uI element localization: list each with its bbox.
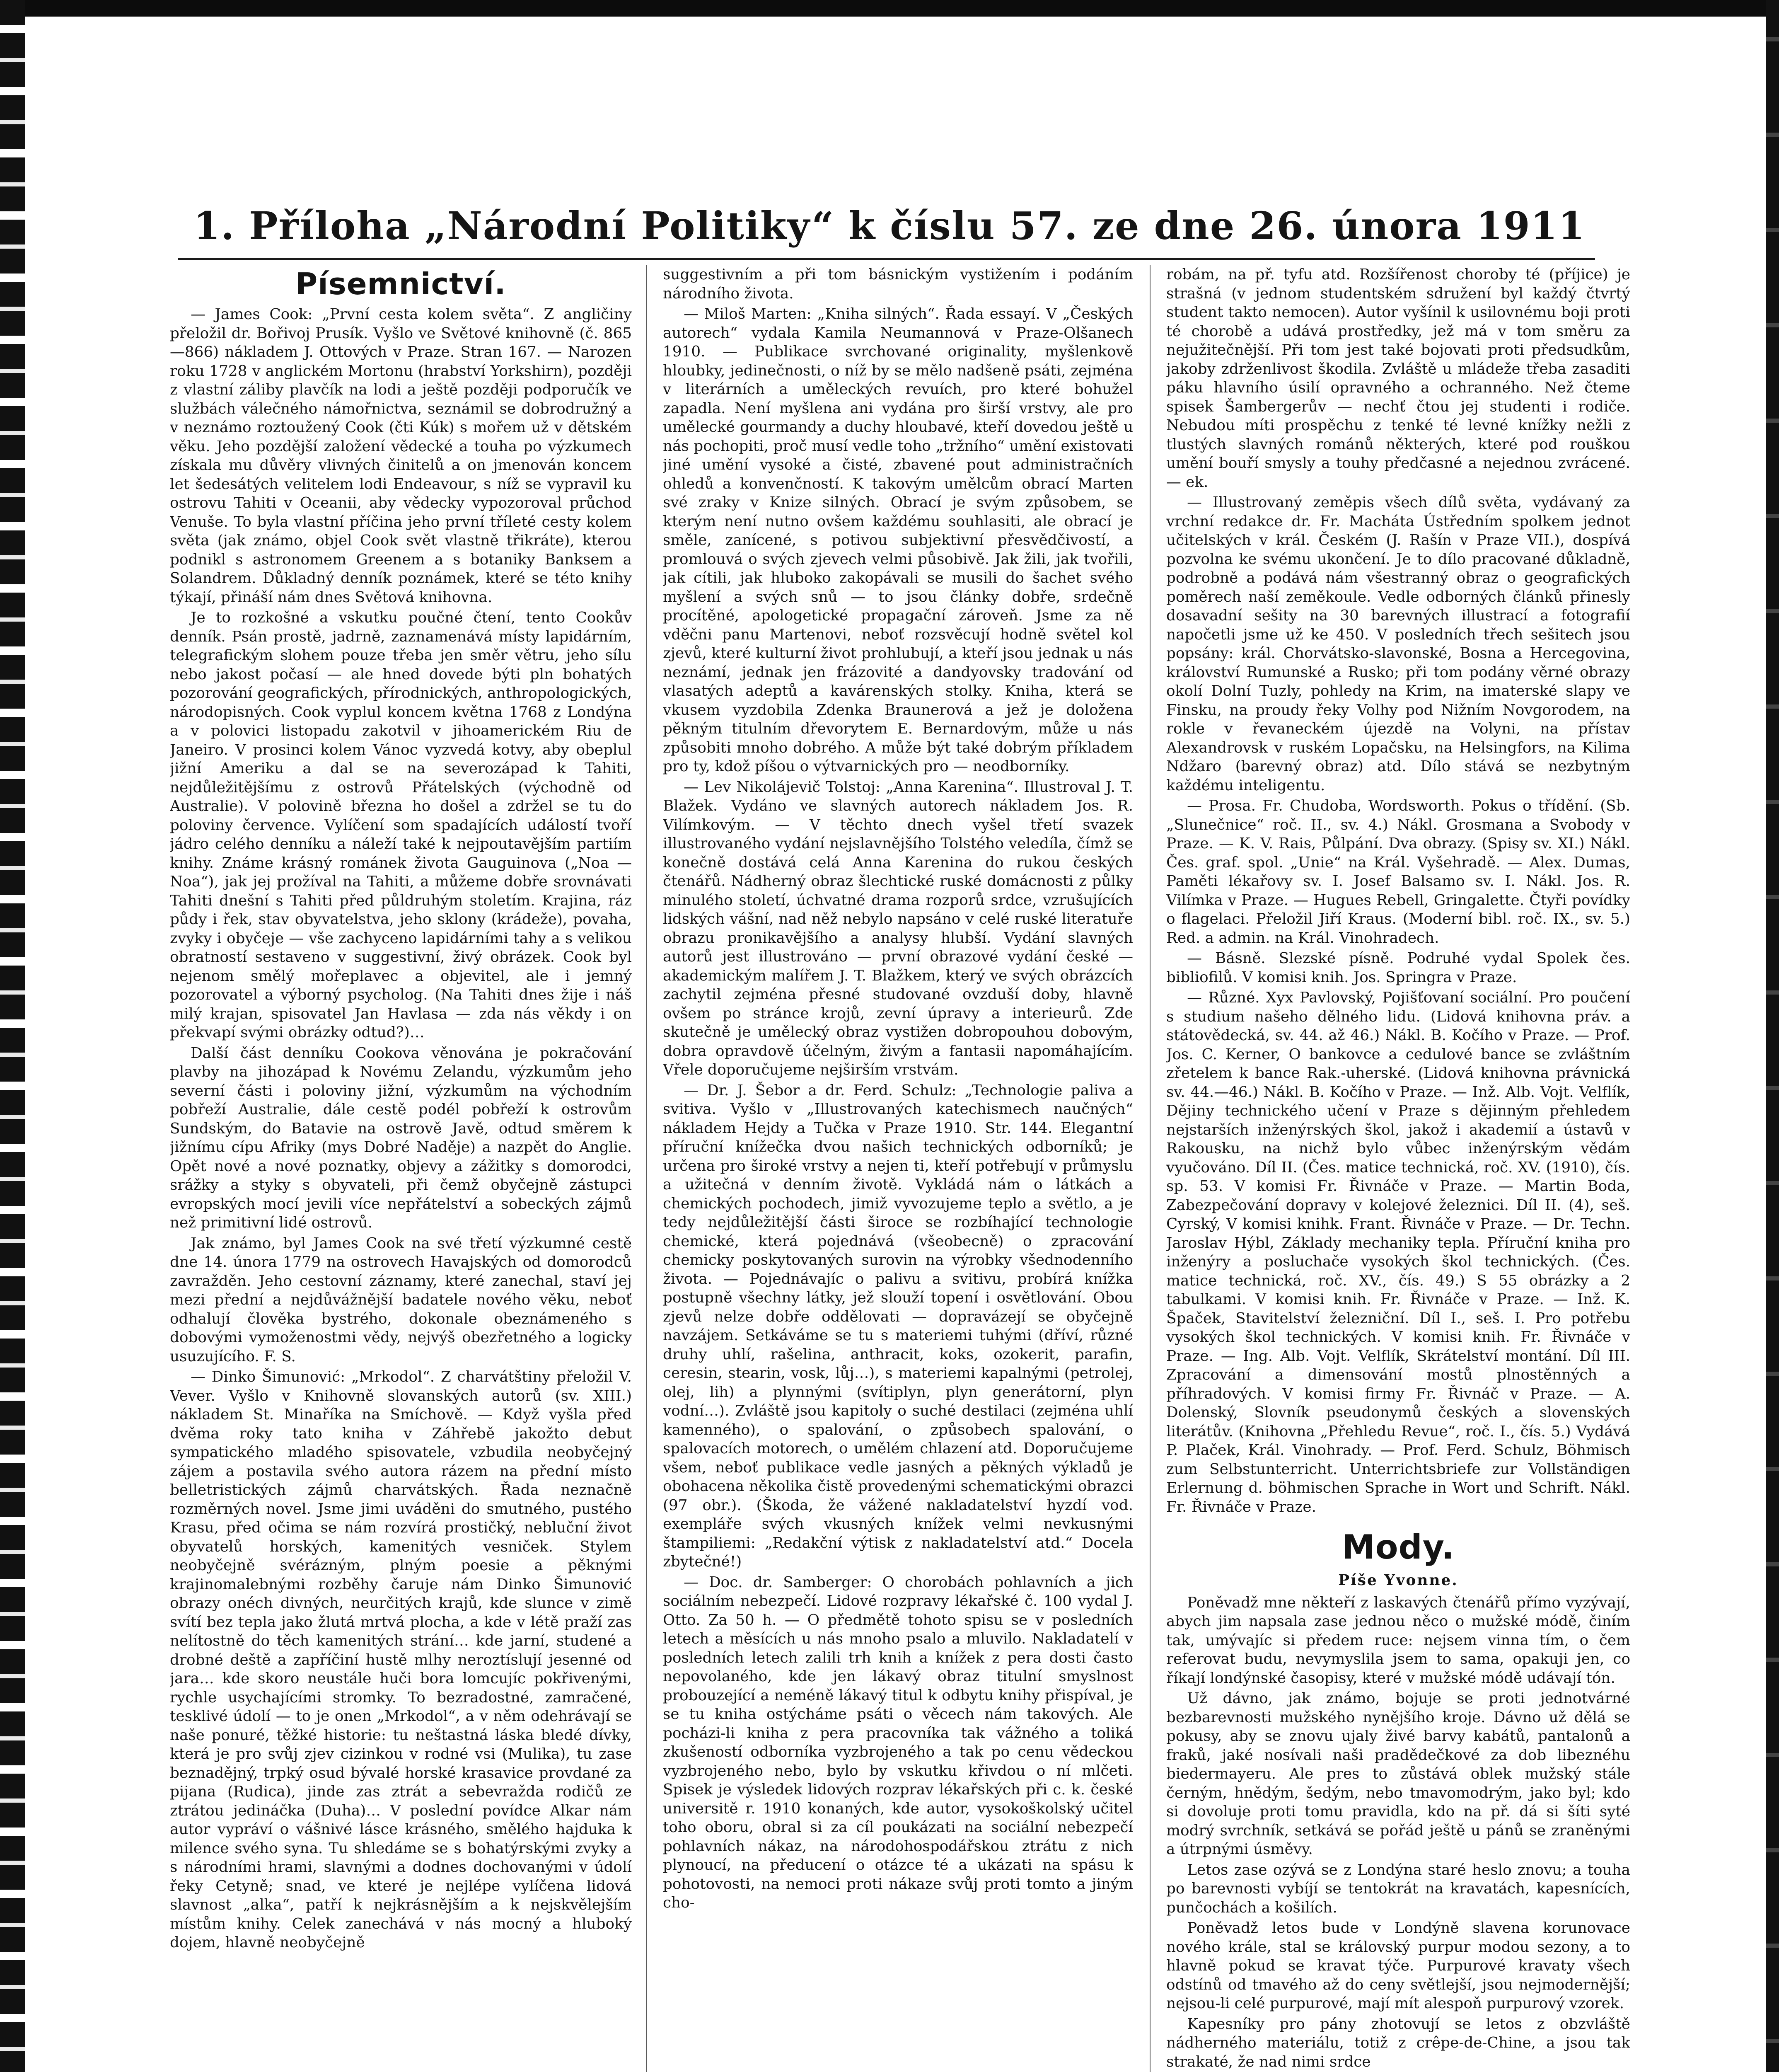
masthead-rule xyxy=(178,258,1595,260)
column-1 xyxy=(170,265,632,2072)
mody-paragraph: Poněvadž mne někteří z laskavých čtenářů přímo vyzývají, abych jim napsala zase jednou něco o mužské módě, činím tak, umývajíc si předem ruce: nejsem vinna tím, o čem referovat budu, nevymyslila jsem to sama, opakuji jen, co říkají londýnské časopisy, které v mužské módě udávají tón. xyxy=(1166,1594,1630,1687)
section-heading-pisemnictvi: Písemnictví. xyxy=(295,266,506,301)
mody-paragraph: Už dávno, jak známo, bojuje se proti jednotvárné bezbarevnosti mužského nynějšího kroje. Dávno už dělá se pokusy, aby se znovu ujaly živé barvy kabátů, pantalonů a fraků, jaké nosívali naši pradědečkové za dob libeznéhu biedermayeru. Ale pres to zůstává oblek mužský stále černým, hnědým, šedým, nebo tmavomodrým, jako byl; kdo si dovoluje proti tomu pravidla, kdo na př. dá si šíti syté modrý svrchník, setkává se pořád ještě u pánů se zraněnými a útrpnými úsměvy. xyxy=(1166,1690,1630,1858)
review-simunovic: — Dinko Šimunović: „Mrkodol“. Z charvátštiny přeložil V. Vever. Vyšlo v Knihovně slovanských autorů (sv. XIII.) nákladem St. Minaříka na Smíchově. — Když vyšla před dvěma roky tato kniha v Záhřebě jakožto debut sympatického mladého spisovatele, vzbudila neobyčejný zájem a postavila svého autora rázem na přední místo belletristických zájmů charvátských. Řada neznačně rozměrných novel. Jsme jimi uváděni do smutného, pustého Krasu, před očima se nám rozvírá prostičký, nebluční život obyvatelů horských, kamenitých vesniček. Stylem neobyčejně svérázným, plným poesie a pěknými krajinomalebnými rozběhy čaruje nám Dinko Šimunović obrazy onéch divných, neurčitých krajů, kde slunce v zimě svítí bez tepla jako žlutá mrtvá plocha, a kde v létě praží zas nelítostně do těch kamenitých strání… kde jarní, studené a drobné deště a zapříčiní hustě mlhy neroztíslují jesenné od jara… kde skoro neustále huči bora lomcujíc pokřivenými, rychle usychajícími stromky. To bezradostné, zamračené, tesklivé údolí — to je onen „Mrkodol“, a v něm odehrávají se naše ponuré, těžké historie: tu neštastná láska bledé dívky, která je pro svůj zjev cizinkou v rodné vsi (Mulika), tu zase beznadějný, trpký osud bývalé horské krasavice provdané za pijana (Rudica), jinde zas ztrát a sebevražda rodičů ze ztrátou jedináčka (Duha)… V poslední povídce Alkar nám autor vypráví o vášnivé lásce krásného, smělého hajduka k milence svého syna. Tu shledáme se s bohatýrskými zvyky a s národními hrami, slavnými a dodnes dochovanými v údolí řeky Cetyně; snad, ve které je nejlépe vylíčena lidová slavnost „alka“, patří k nejkrásnějším a k nejskvělejším místům knihy. Celek zanechává v nás mocný a hluboký dojem, hlavně neobyčejně xyxy=(170,1368,632,1951)
review-cook: — James Cook: „První cesta kolem světa“. Z angličiny přeložil dr. Bořivoj Prusík. Vyšlo ve Světové knihovně (č. 865—866) nákladem J. Ottových v Praze. Stran 167. — Narozen roku 1728 v anglickém Mortonu (hrabství Yorkshirn), později z vlastní záliby plavčík na lodi a ještě později podporučík ve službách válečného námořnictva, seznámil se dobrodružný a v neznámo roztoužený Cook (čti Kúk) s mořem už v dětském věku. Jeho pozdější založení vědecké a touha po výzkumech získala mu důvěry vlivných činitelů a on jmenován koncem let šedesátých velitelem lodi Endeavour, s níž se vypravil ku ostrovu Tahiti v Oceanii, aby vědecky vypozoroval průchod Venuše. To byla vlastní příčina jeho první tříleté cesty kolem světa (jak známo, objel Cook svět vlastně třikráte), kterou podnikl s astronomem Greenem a s botaniky Banksem a Solandrem. Důkladný denník poznámek, které se této knihy týkají, přináší nám dnes Světová knihovna. xyxy=(170,306,632,606)
column-3 xyxy=(1166,265,1630,2072)
mody-paragraph: Poněvadž letos bude v Londýně slavena korunovace nového krále, stal se královský purpur modou sezony, a to hlavně pokud se kravat týče. Purpurové kravaty všech odstínů od tmavého až do ceny světlejší, jsou nejmodernější; nejsou-li celé purpurové, mají mít alespoň purpurový vzorek. xyxy=(1166,1920,1630,2012)
review-marten: — Miloš Marten: „Kniha silných“. Řada essayí. V „Českých autorech“ vydala Kamila Neumannová v Praze-Olšanech 1910. — Publikace svrchované originality, myšlenkově hloubky, jedinečnosti, o níž by se mělo nadšeně psáti, zejména v literárních a uměleckých revuích, pro které bohužel zapadla. Není myšlena ani vydána pro širší vrstvy, ale pro umělecké gourmandy a duchy hloubavé, kteří dovedou ještě u nás pochopiti, proč musí vedle toho „tržního“ umění existovati jiné umění vysoké a čisté, zbavené pout administračních ohledů a konvenčností. K takovým umělcům obrací Marten své zraky v Knize silných. Obrací je svým způsobem, se kterým není nutno ovšem každému souhlasiti, ale obrací je směle, zanícené, s potivou subjektivní přesvědčivostí, a promlouvá o svých zjevech velmi působivě. Jak žili, jak tvořili, jak cítili, jak hluboko zakopávali se musili do šachet svého myšlení a svých snů — to jsou články dobře, srdečně procítěné, apologetické propagační zároveň. Jsme za ně vděčni panu Martenovi, neboť rozsvěcují hodně světel kol zjevů, které kulturní život prohlubují, a kteří jsou jednak u nás neznámí, jednak jen frázovité a dandyovsky tradování od vlasatých adeptů a kavárenských stolky. Kniha, která se vkusem vyzdobila Zdenka Braunerová a jež je doložena pěkným titulním dřevorytem E. Bernardovým, může u nás způsobiti mnoho dobrého. A může být také dobrým příkladem pro ty, kdož píšou o výtvarnických pro — neodborníky. xyxy=(663,305,1133,775)
review-cook-2: Je to rozkošné a vskutku poučné čtení, tento Cookův denník. Psán prostě, jadrně, zaznamenává místy lapidárním, telegrafickým slohem pouze třeba jen směr větru, jeho sílu nebo jakost počasí — ale hned dovede býti pln bohatých pozorování geografických, přírodnických, anthropologických, národopisných. Cook vyplul koncem května 1768 z Londýna a v polovici listopadu zakotvil v jihoamerickém Riu de Janeiro. V prosinci kolem Vánoc vyzvedá kotvy, aby obeplul jižní Ameriku a dal se na severozápad k Tahiti, nejdůležitějšímu z ostrovů Přátelských (východně od Australie). V polovině března ho došel a zdržel se tu do poloviny července. Vylíčení som spadajících událostí tvoří jádro celého denníku a náleží také k nejpoutavějším partiím knihy. Známe krásný románek života Gauguinova („Noa — Noa“), jak jej prožíval na Tahiti, a můžeme dobře srovnávati Tahiti dnešní s Tahiti před půldruhým stoletím. Krajina, ráz půdy i řek, stav obyvatelstva, jeho sklony (krádeže), povaha, zvyky i obyčeje — vše zachyceno lapidárními tahy a s velikou obratností sestaveno v suggestivní, živý obrázek. Cook byl nejenom smělý mořeplavec a objevitel, ale i jemný pozorovatel a výborný psycholog. (Na Tahiti dnes žije i náš milý krajan, spisovatel Jan Havlasa — zda nás věkdy i on překvapí svými obrázky odtud?)… xyxy=(170,609,632,1041)
scan-edge-left xyxy=(0,0,25,2072)
column-divider-2 xyxy=(1150,265,1151,2072)
review-cook-3: Další část denníku Cookova věnována je pokračování plavby na jihozápad k Novému Zelandu, výzkumům jeho severní části i poloviny jižní, výzkumům na východním pobřeží Australie, dále cestě podél pobřeží k ostrovům Sundským, do Batavie na ostrově Javě, odtud směrem k jižnímu cípu Afriky (mys Dobré Naděje) a nazpět do Anglie. Opět nové a nové poznatky, objevy a zážitky s domorodci, srážky a styky s obyvateli, při čemž obyčejně zástupci evropských mocí jevili více nepřátelství a sobeckých zájmů než primitivní lidé ostrovů. xyxy=(170,1044,632,1231)
review-sebor-schulz: — Dr. J. Šebor a dr. Ferd. Schulz: „Technologie paliva a svitiva. Vyšlo v „Illustrovaných katechismech naučných“ nákladem Hejdy a Tučka v Praze 1910. Str. 144. Elegantní příruční knížečka dvou našich technických odborníků; je určena pro široké vrstvy a nejen ti, kteří potřebují v průmyslu a užitečná v denním životě. Vykládá nám o látkách a chemických pochodech, jimiž vyvozujeme teplo a světlo, a je tedy nejdůležitější části široce se rozbíhající technologie chemické, která pojednává (všeobecně) o zpracování chemicky poskytovaných surovin na výrobky všednodenního života. — Pojednávajíc o palivu a svitivu, probírá knížka postupně všechny látky, jež slouží topení i osvětlování. Obou zjevů nelze dobře oddělovati — dopravázejí se obyčejně navzájem. Setkáváme se tu s materiemi tuhými (dříví, různé druhy uhlí, rašelina, anthracit, koks, ozokerit, parafin, ceresin, stearin, vosk, lůj…), s materiemi kapalnými (petrolej, olej, lih) a plynnými (svítiplyn, plyn generátorní, plyn vodní…). Zvláště jsou kapitoly o suché destilaci (zejména uhlí kamenného), o spalování, o způsobech spalování, o spalovacích motorech, o umělém chlazení atd. Doporučujeme všem, neboť publikace vedle jasných a pěkných výkladů je obohacena několika čistě provedenými schematickými obrazci (97 obr.). (Škoda, že vážené nakladatelství hyzdí vod. exempláře svých vkusných knížek velmi nevkusnými štampiliemi: „Redakční výtisk z nakladatelství atd.“ Docela zbytečné!) xyxy=(663,1082,1133,1570)
scan-edge-right xyxy=(1766,0,1779,2072)
mody-paragraph: Letos zase ozývá se z Londýna staré heslo znovu; a touha po barevnosti vybíjí se tentokrát na kravatách, kapesnících, punčochách a košilích. xyxy=(1166,1861,1630,1916)
review-simunovic-end: suggestivním a při tom básnickým vystižením i podáním národního života. xyxy=(663,266,1133,302)
column-2 xyxy=(663,265,1133,2072)
review-zemepis: — Illustrovaný zeměpis všech dílů světa, vydávaný za vrchní redakce dr. Fr. Macháta Ústředním spolkem jednot učitelských v král. Českém (J. Rašín v Praze VII.), dospívá pozvolna ke svému ukončení. Je to dílo pracované důkladně, podrobně a podává nám všestranný obraz o geografických poměrech naší zeměkoule. Vedle odborných článků přinesly dosavadní sešity na 30 barevných illustrací a fotografií napočetli jsme už ke 450. V posledních třech sešitech jsou popsány: král. Chorvátsko-slavonské, Bosna a Hercegovina, království Rumunské a Rusko; při tom podány věrné obrazy okolí Dolní Tuzly, pohledy na Krim, na imaterské slapy ve Finsku, na proudy řeky Volhy pod Nižním Novgorodem, na rokle v řevaneckém újezdě na Volyni, na přístav Alexandrovsk v ruském Lopačsku, na Helsingfors, na Kilima Ndžaro (barevný obraz) atd. Dílo stává se nezbytným každému inteligentu. xyxy=(1166,494,1630,794)
review-tolstoj: — Lev Nikolájevič Tolstoj: „Anna Karenina“. Illustroval J. T. Blažek. Vydáno ve slavných autorech nákladem Jos. R. Vilímkovým. — V těchto dnech vyšel třetí svazek illustrovaného vydání nejslavnějšího Tolstého veledíla, čímž se konečně dostává celá Anna Karenina do rukou českých čtenářů. Nádherný obraz šlechtické ruské domácnosti z půlky minulého století, úchvatné drama rozporů srdce, vzrušujících lidských vášní, nad něž nebylo napsáno v celé ruské literatuře obrazu pronikavějšího a analysy hlubší. Vydání slavných autorů jest illustrováno — první obrazové vydání české — akademickým malířem J. T. Blažkem, který ve svých obrázcích zachytil zejména přesné studované ovzduší doby, hlavně ovšem po stránce krojů, zevní úpravy a interieurů. Zde skutečně je umělecký obraz vystižen dobropouhou dobovým, dobra opravdově účelným, živým a fantasii napomáhajícím. Vřele doporučujeme nejširším vrstvám. xyxy=(663,778,1133,1078)
list-basne: — Básně. Slezské písně. Podruhé vydal Spolek čes. bibliofilů. V komisi knih. Jos. Springra v Praze. xyxy=(1166,950,1630,986)
review-samberger-end: robám, na př. tyfu atd. Rozšířenost choroby té (příjice) je strašná (v jednom studentském sdružení byl každý čtvrtý student takto nemocen). Autor vyšínil k usilovnému boji proti té chorobě a udává prostředky, jež má v tom směru za nejužitečnější. Při tom jest také bojovati proti předsudkům, jakoby zdrženlivost škodila. Zvláště u mládeže třeba zasaditi páku hlavního úsilí opravného a ochranného. Než čteme spisek Šambergerův — nechť čtou jej studenti i rodiče. Nebudou míti prospěchu z tenké té levné knížky nežli z tlustých slavných románů některých, které pod rouškou umění bouří smysly a touhy předčasné a nejednou zvrácené. — ek. xyxy=(1166,266,1630,491)
list-prosa: — Prosa. Fr. Chudoba, Wordsworth. Pokus o třídění. (Sb. „Slunečnice“ roč. II., sv. 4.) Nákl. Grosmana a Svobody v Praze. — K. V. Rais, Půlpání. Dva obrazy. (Spisy sv. XI.) Nákl. Čes. graf. spol. „Unie“ na Král. Vyšehradě. — Alex. Dumas, Paměti lékařovy sv. I. Josef Balsamo sv. I. Nákl. Jos. R. Vilímka v Praze. — Hugues Rebell, Gringalette. Čtyři povídky o flagelaci. Přeložil Jiří Kraus. (Moderní bibl. roč. IX., sv. 5.) Red. a admin. na Král. Vinohradech. xyxy=(1166,797,1630,946)
column-divider-1 xyxy=(646,265,647,2072)
masthead-title: 1. Příloha „Národní Politiky“ k číslu 57. ze dne 26. února 1911 xyxy=(193,203,1586,248)
scan-edge-top xyxy=(0,0,1779,17)
section-heading-mody: Mody. xyxy=(1342,1528,1455,1566)
list-ruzne: — Různé. Xyx Pavlovský, Pojišťovaní sociální. Pro poučení s studium našeho dělného lidu. (Lidová knihovna práv. a státovědecká, sv. 44. až 46.) Nákl. B. Kočího v Praze. — Prof. Jos. C. Kerner, O bankovce a cedulové bance se zvláštním zřetelem k bance Rak.-uherské. (Lidová knihovna právnická sv. 44.—46.) Nákl. B. Kočího v Praze. — Inž. Alb. Vojt. Velflík, Dějiny technického učení v Praze s dějinným přehledem nejstarších inženýrských škol, jakož i akademií a ústavů v Rakousku, na nichž bylo vůbec inženýrským vědám vyučováno. Díl II. (Čes. matice technická, roč. XV. (1910), čís. sp. 53. V komisi Fr. Řivnáče v Praze. — Martin Boda, Zabezpečování dopravy v kolejové železnici. Díl II. (4), seš. Cyrský, V komisi knihk. Frant. Řivnáče v Praze. — Dr. Techn. Jaroslav Hýbl, Základy mechaniky tepla. Příruční kniha pro inženýry a posluchače vysokých škol technických. (Čes. matice technická, roč. XV., čís. 49.) S 55 obrázky a 2 tabulkami. V komisi knih. Fr. Řivnáče v Praze. — Inž. K. Špaček, Stavitelství železniční. Díl I., seš. I. Pro potřebu vysokých škol technických. V komisi knih. Fr. Řivnáče v Praze. — Ing. Alb. Vojt. Velflík, Skrátelství montání. Díl III. Zpracování a dimensování mostů plnostěnných a příhradových. V komisi firmy Fr. Řivnáč v Praze. — A. Dolenský, Slovník pseudonymů českých a slovenských literátův. (Knihovna „Přehledu Revue“, roč. I., čís. 5.) Vydává P. Plaček, Král. Vinohrady. — Prof. Ferd. Schulz, Böhmisch zum Selbstunterricht. Unterrichtsbriefe zur Vollständigen Erlernung d. böhmischen Sprache in Wort und Schrift. Nákl. Fr. Řivnáče v Praze. xyxy=(1166,989,1630,1515)
review-cook-4: Jak známo, byl James Cook na své třetí výzkumné cestě dne 14. února 1779 na ostrovech Havajských od domorodců zavražděn. Jeho cestovní záznamy, které zanechal, staví jej mezi přední a nejdůvážnější badatele nového věku, neboť odhalují člověka bystrého, dokonale obeznámeného s dobovými vymoženostmi vědy, nejvýš obezřetného a logicky usuzujícího. F. S. xyxy=(170,1234,632,1365)
byline: Píše Yvonne. xyxy=(1338,1571,1458,1589)
mody-paragraph: Kapesníky pro pány zhotovují se letos z obzvláště nádherného materiálu, totiž z crêpe-de-Chine, a jsou tak strakaté, že nad nimi srdce xyxy=(1166,2015,1630,2070)
review-samberger: — Doc. dr. Samberger: O chorobách pohlavních a jich sociálním nebezpečí. Lidové rozpravy lékařské č. 100 vydal J. Otto. Za 50 h. — O předmětě tohoto spisu se v posledních letech a měsících u nás mnoho psalo a mluvilo. Nakladatelí v posledních letech zalili trh knih a knížek z pera dosti často nepovolaného, kde jen lákavý obraz titulní smyslnost probouzející a neméně lákavý titul k odbytu knihy přispíval, je se tu kniha ostýcháme psáti o věcech nám takových. Ale pocházi-li kniha z pera pracovníka tak vážného a toliká zkušeností odborníka vyzbrojeného a tak po cenu vědeckou vyzbrojeného nebo, bylo by vskutku křivdou o ní mlčeti. Spisek je výsledek lidových rozprav lékařských při c. k. české universitě r. 1910 konaných, kde autor, vysokoškolský učitel toho oboru, obral si za cíl poukázati na sociální nebezpečí pohlavních nákaz, na národohospodářskou ztrátu z nich plynoucí, na předucení o otázce té a ukázati na spásu k pohotovosti, na nemoci proti nákaze svůj proti tomto a jiným cho- xyxy=(663,1573,1133,1911)
